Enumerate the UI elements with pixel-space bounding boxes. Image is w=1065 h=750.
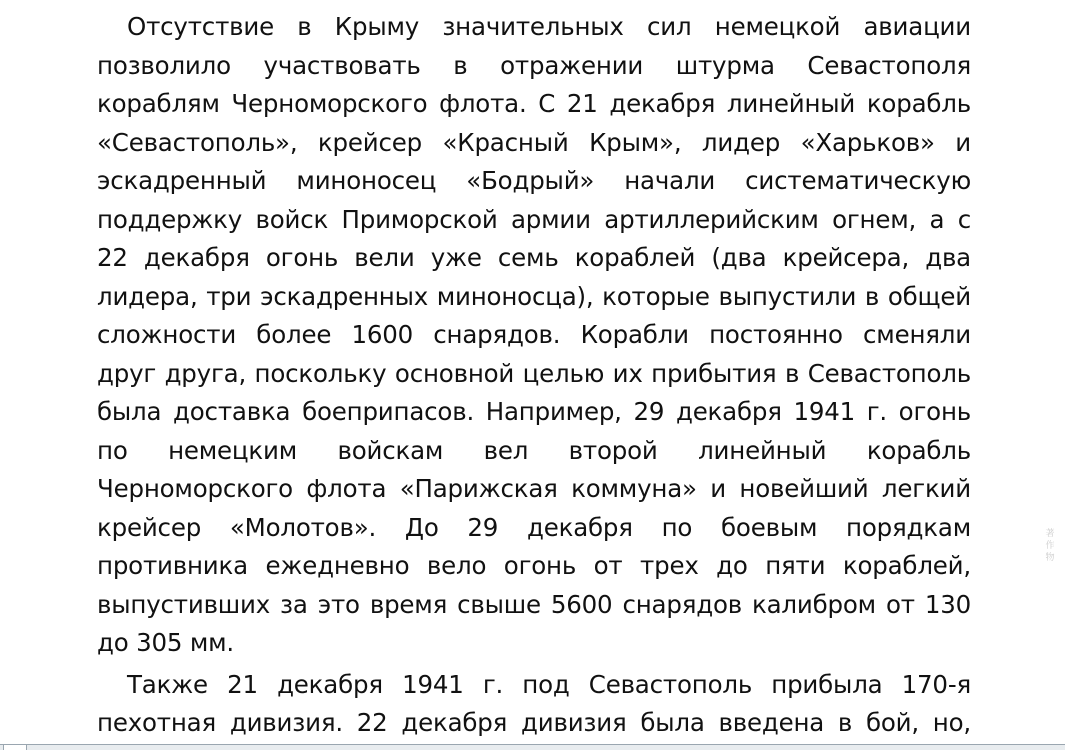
text-line: лидера, три эскадренных миноносца), которые выпустили в общей	[97, 281, 971, 311]
paragraph-2	[97, 666, 971, 743]
document-page	[97, 8, 971, 743]
text-line: до 305 мм.	[97, 628, 235, 657]
text-line: эскадренный миноносец «Бодрый» начали систематическую	[97, 166, 971, 195]
bottom-scrollbar[interactable]	[0, 744, 1065, 750]
text-line: Черноморского флота «Парижская коммуна» и новейший легкий	[97, 474, 971, 503]
text-line: друг друга, поскольку основной целью их прибытия в Севастополь	[97, 358, 971, 388]
paragraph-1	[97, 8, 971, 663]
text-line: по немецким войскам вел второй линейный корабль	[97, 435, 971, 465]
text-line: пехотная дивизия. 22 декабря дивизия была введена в бой, но,	[97, 708, 971, 737]
text-line: сложности более 1600 снарядов. Корабли постоянно сменяли	[97, 320, 971, 349]
text-line: 22 декабря огонь вели уже семь кораблей (два крейсера, два	[97, 243, 971, 272]
text-line: противника ежедневно вело огонь от трех до пяти кораблей,	[97, 551, 971, 580]
bottom-tab[interactable]	[3, 744, 27, 750]
text-line: выпустивших за это время свыше 5600 снарядов калибром от 130	[97, 589, 971, 619]
text-line: Также 21 декабря 1941 г. под Севастополь прибыла 170-я	[127, 669, 971, 699]
text-line: крейсер «Молотов». До 29 декабря по боевым порядкам	[97, 512, 971, 542]
text-line: кораблям Черноморского флота. С 21 декабря линейный корабль	[97, 89, 971, 118]
text-line: поддержку войск Приморской армии артиллерийским огнем, а с	[97, 204, 971, 234]
watermark: 著作物	[1045, 529, 1055, 563]
text-line: Отсутствие в Крыму значительных сил немецкой авиации	[127, 12, 971, 41]
text-line: «Севастополь», крейсер «Красный Крым», лидер «Харьков» и	[97, 127, 971, 157]
text-line: позволило участвовать в отражении штурма Севастополя	[97, 50, 971, 80]
text-line: была доставка боеприпасов. Например, 29 декабря 1941 г. огонь	[97, 397, 971, 426]
